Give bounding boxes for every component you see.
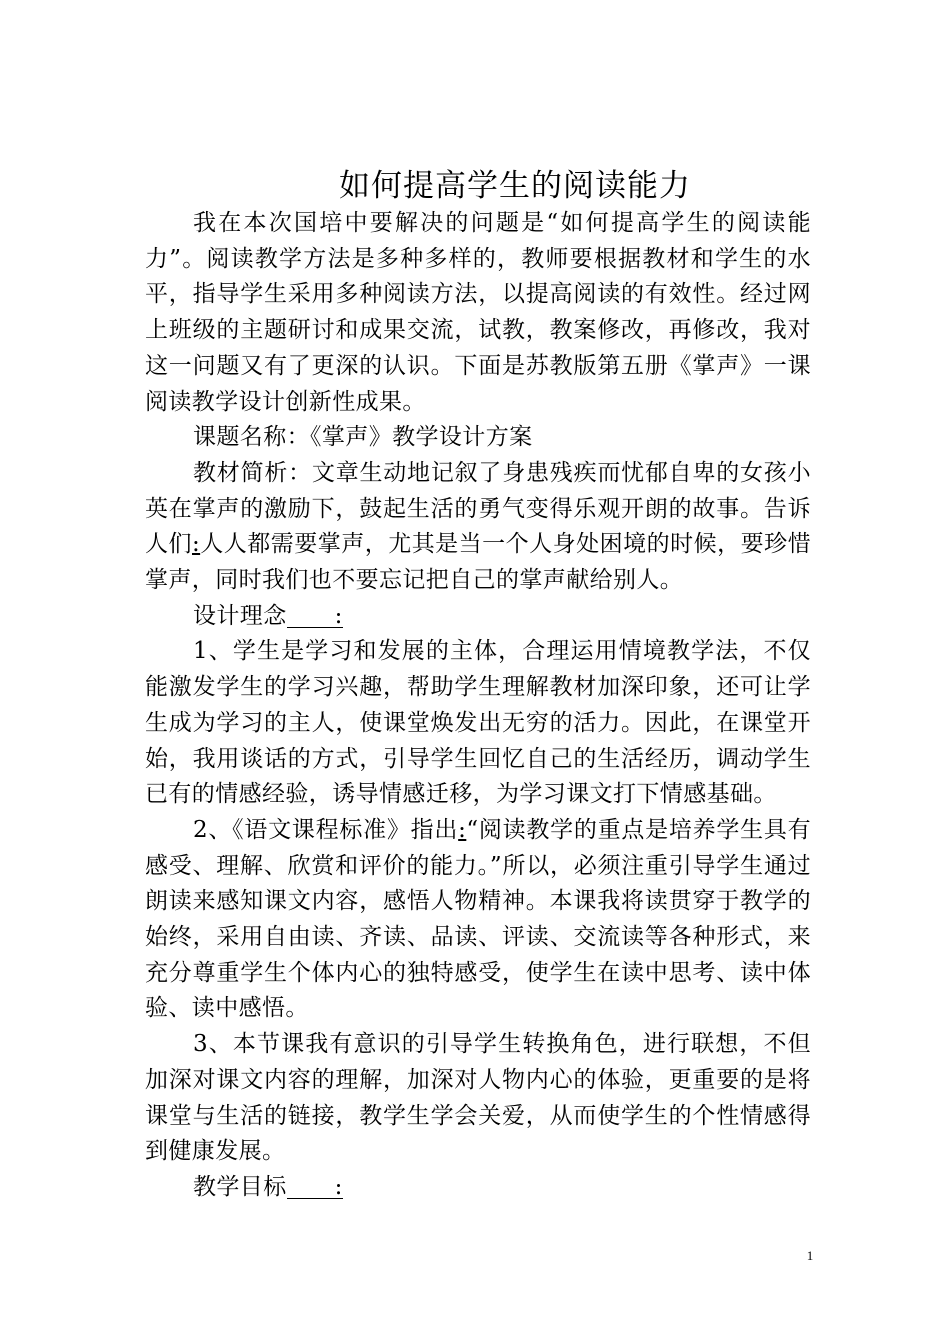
teaching-goal-label: 教学目标 <box>193 1173 287 1200</box>
design-concept-colon: : <box>287 605 343 628</box>
document-body <box>145 206 811 1206</box>
analysis-text-after: 人人都需要掌声，尤其是当一个人身处困境的时候，要珍惜掌声，同时我们也不要忘记把自己的掌声献给别人。 <box>145 531 811 594</box>
teaching-goal-colon: : <box>287 1176 343 1199</box>
intro-paragraph: 我在本次国培中要解决的问题是“如何提高学生的阅读能力”。阅读教学方法是多种多样的，教师要根据教材和学生的水平，指导学生采用多种阅读方法，以提高阅读的有效性。经过网上班级的主题研讨和成果交流，试教，教案修改，再修改，我对这一问题又有了更深的认识。下面是苏教版第五册《掌声》一课阅读教学设计创新性成果。 <box>145 210 811 415</box>
analysis-text-before: 教材简析：文章生动地记叙了身患残疾而忧郁自卑的女孩小英在掌声的激励下，鼓起生活的勇气变得乐观开朗的故事。告诉人们 <box>145 459 811 558</box>
teaching-goal-heading <box>145 1170 811 1206</box>
textbook-analysis-paragraph <box>145 456 811 599</box>
design-concept-label: 设计理念 <box>193 602 287 629</box>
analysis-colon: : <box>192 531 201 558</box>
concept-item-2-after: “阅读教学的重点是培养学生具有感受、理解、欣赏和评价的能力。”所以，必须注重引导学生通过朗读来感知课文内容，感悟人物精神。本课我将读贯穿于教学的始终，采用自由读、齐读、品读、评读、交流读等各种形式，来充分尊重学生个体内心的独特感受，使学生在读中思考、读中体验、读中感悟。 <box>145 816 811 1022</box>
design-concept-heading <box>145 599 811 635</box>
lesson-title-paragraph: 课题名称：《掌声》教学设计方案 <box>193 424 533 451</box>
concept-item-2-before: 2、《语文课程标准》指出 <box>193 816 459 843</box>
concept-item-1: 1、学生是学习和发展的主体，合理运用情境教学法，不仅能激发学生的学习兴趣，帮助学生理解教材加深印象，还可让学生成为学习的主人，使课堂焕发出无穷的活力。因此，在课堂开始，我用谈话的方式，引导学生回忆自己的生活经历，调动学生已有的情感经验，诱导情感迁移，为学习课文打下情感基础。 <box>145 638 811 808</box>
document-title: 如何提高学生的阅读能力 <box>339 168 691 204</box>
page-number: 1 <box>806 1248 814 1263</box>
concept-item-2 <box>145 813 811 1027</box>
concept-item-2-colon: : <box>458 816 467 843</box>
concept-item-3: 3、本节课我有意识的引导学生转换角色，进行联想，不但加深对课文内容的理解，加深对人物内心的体验，更重要的是将课堂与生活的链接，教学生学会关爱，从而使学生的个性情感得到健康发展。 <box>145 1031 811 1165</box>
